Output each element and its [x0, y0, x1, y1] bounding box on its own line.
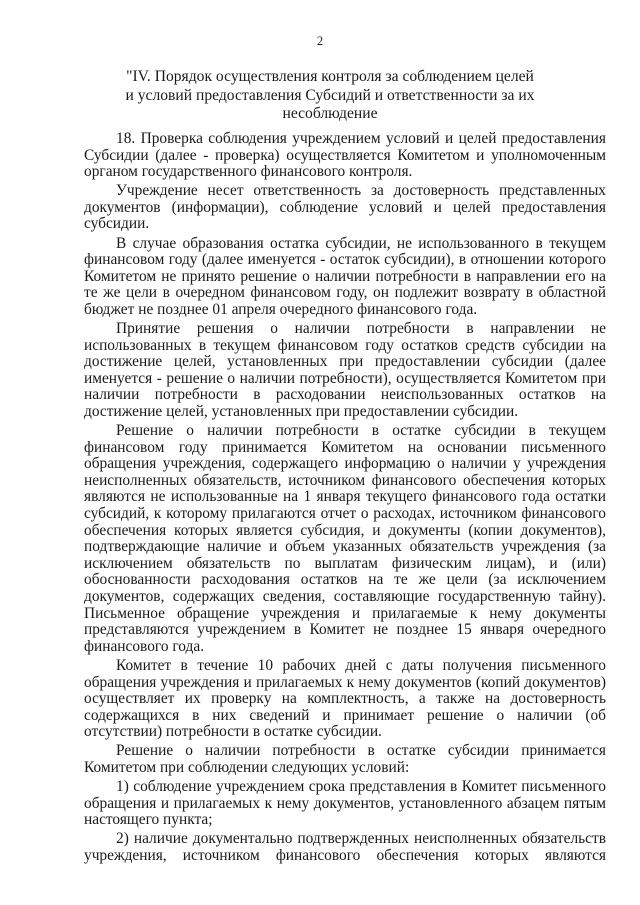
paragraph-need-decision: Принятие решения о наличии потребности в направлении не использованных в текущем финансовом году остатков средств субсидии на достижение целей, установленных при предоставлении субсидии (далее именуется - решение о наличии потребности), осуществляется Комитетом при наличии потребности в расходовании неиспользованных остатков на достижение целей, установленных при предоставлении субсидии. [84, 320, 606, 420]
section-heading-line: "IV. Порядок осуществления контроля за соблюдением целей [126, 68, 534, 85]
document-body [84, 131, 606, 867]
paragraph-review-period: Комитет в течение 10 рабочих дней с даты получения письменного обращения учреждения и прилагаемых к нему документов (копий документов) осуществляет их проверку на комплектность, а также на достоверность содержащихся в них сведений и принимает решение о наличии (об отсутствии) потребности в остатке субсидии. [84, 656, 606, 741]
section-heading [110, 68, 550, 124]
paragraph-decision-basis: Решение о наличии потребности в остатке субсидии в текущем финансовом году принимается Комитетом на основании письменного обращения учреждения, содержащего информацию о наличии у учреждения неисполненных обязательств, источником финансового обеспечения которых являются не использованные на 1 января текущего финансового года остатки субсидий, к которому прилагаются отчет о расходах, источником финансового обеспечения которых является субсидия, и документы (копии документов), подтверждающие наличие и объем указанных обязательств учреждения (за исключением обязательств по выплатам физическим лицам), и (или) обоснованности расходования остатков на те же цели (за исключением документов, содержащих сведения, составляющие государственную тайну). Письменное обращение учреждения и прилагаемые к нему документы представляются учреждением в Комитет не позднее 15 января очередного финансового года. [84, 422, 606, 655]
paragraph-subsidy-remainder: В случае образования остатка субсидии, не использованного в текущем финансовом году (далее именуется - остаток субсидии), в отношении которого Комитетом не принято решение о наличии потребности в направлении его на те же цели в очередном финансовом году, он подлежит возврату в областной бюджет не позднее 01 апреля очередного финансового года. [84, 234, 606, 318]
paragraph-condition-2: 2) наличие документально подтвержденных неисполненных обязательств учреждения, источником финансового обеспечения которых являются [84, 830, 606, 864]
page-number: 2 [316, 34, 324, 48]
paragraph-condition-1: 1) соблюдение учреждением срока представления в Комитет письменного обращения и прилагаемых к нему документов, установленного абзацем пятым настоящего пункта; [84, 778, 606, 829]
section-heading-line: несоблюдение [282, 105, 378, 122]
paragraph-item-18: 18. Проверка соблюдения учреждением условий и целей предоставления Субсидии (далее - проверка) осуществляется Комитетом и уполномоченным органом государственного финансового контроля. [84, 130, 606, 181]
paragraph-conditions-intro: Решение о наличии потребности в остатке субсидии принимается Комитетом при соблюдении следующих условий: [84, 742, 606, 776]
paragraph-responsibility: Учреждение несет ответственность за достоверность представленных документов (информации), соблюдение условий и целей предоставления субсидии. [84, 182, 606, 233]
section-heading-line: и условий предоставления Субсидий и ответственности за их [125, 86, 535, 104]
